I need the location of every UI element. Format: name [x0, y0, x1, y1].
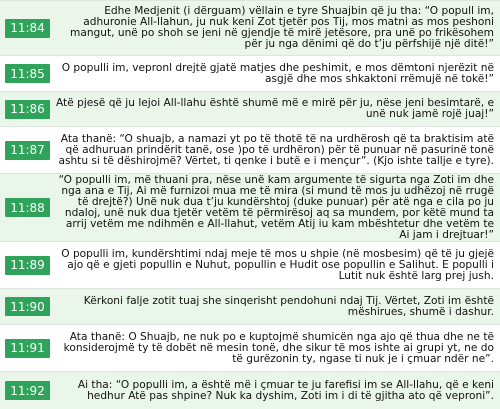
verse-row[interactable]	[0, 324, 500, 371]
verse-number-badge: 11:92	[5, 381, 50, 400]
verse-row[interactable]	[0, 0, 500, 55]
verse-number-badge: 11:90	[5, 297, 50, 316]
verse-text: O populli im, kundërshtimi ndaj meje të mos u shpie (në mosbesim) që të ju gjejë ajo që e gjeti popullin e Nuhut, popullin e Hudit ose popullin e Salihut. E populli i Lutit nuk është larg prej jush.	[61, 248, 494, 282]
verse-text: Ata thanë: “O shuajb, a namazi yt po të thotë të na urdhërosh që ta braktisim atë që adhuruan prindërit tanë, ose )po të urdhëron) për të punuar në pasurinë tonë ashtu si të dëshirojmë? Vërtet, ti qenke i butë e i mençur”. (Kjo ishte tallje e tyre).	[58, 133, 494, 167]
verse-number-badge: 11:87	[5, 141, 50, 160]
verse-row[interactable]	[0, 241, 500, 288]
verse-text: “O populli im, më thuani pra, nëse unë kam argumente të sigurta nga Zoti im dhe nga ana e Tij, Ai më furnizoi mua me të mira (si mund të mos ju udhëzoj në rrugë të drejtë?) Unë nuk dua t’ju kundërshtoj (duke punuar) për atë nga e cila po ju ndaloj, unë nuk dua tjetër vetëm të përmirësoj aq sa mundem, por këtë mund ta arrij vetëm me ndihmën e All-llahut, vetëm Atij iu kam mbështetur dhe vetëm te Ai jam i drejtuar!”	[58, 174, 494, 241]
verse-text: Atë pjesë që ju lejoi All-llahu është shumë më e mirë për ju, nëse jeni besimtarë, e unë nuk jamë rojë juaj!”	[56, 98, 494, 120]
verse-text: O populli im, vepronl drejtë gjatë matjes dhe peshimit, e mos dëmtoni njerëzit në asgjë dhe mos shkaktoni rrëmujë në tokë!”	[61, 62, 494, 85]
verse-row[interactable]	[0, 126, 500, 173]
verse-number-badge: 11:84	[5, 19, 50, 38]
verse-row[interactable]	[0, 55, 500, 91]
verse-number-badge: 11:91	[5, 339, 50, 358]
verse-row[interactable]	[0, 173, 500, 241]
verse-text: Edhe Medjenit (i dërguam) vëllain e tyre Shuajbin që ju tha: “O popull im, adhuronie All-llahun, ju nuk keni Zot tjetër pos Tij, mos matni as mos peshoni mangut, unë po shoh se jeni në gjendje të mirë jetësore, pra unë po frikësohem për ju nga dënimi që do t’ju përfshijë një ditë!”	[70, 6, 494, 50]
verse-number-badge: 11:85	[5, 64, 50, 83]
verse-number-badge: 11:89	[5, 256, 50, 275]
verse-row[interactable]	[0, 288, 500, 324]
verse-text: Ai tha: “O populli im, a është më i çmuar te ju farefisi im se All-llahu, që e keni hedhur Atë pas shpine? Nuk ka dyshim, Zoti im i di të gjitha ato që veproni”.	[77, 379, 494, 402]
verse-row[interactable]	[0, 91, 500, 126]
verse-row[interactable]	[0, 371, 500, 409]
verse-text: Kërkoni falje zotit tuaj she sinqerisht pendohuni ndaj Tij. Vërtet, Zoti im është mëshirues, shumë i dashur.	[83, 295, 494, 318]
verse-text: Ata thanë: O Shuajb, ne nuk po e kuptojmë shumicën nga ajo që thua dhe ne të konsiderojmë ty të dobët në mesin tonë, dhe sikur të mos ishte ai grupi yt, ne do të gurëzonin ty, ngase ti nuk je i çmuar ndër ne”.	[63, 331, 494, 365]
verse-number-badge: 11:88	[5, 198, 50, 217]
verse-number-badge: 11:86	[5, 100, 50, 119]
